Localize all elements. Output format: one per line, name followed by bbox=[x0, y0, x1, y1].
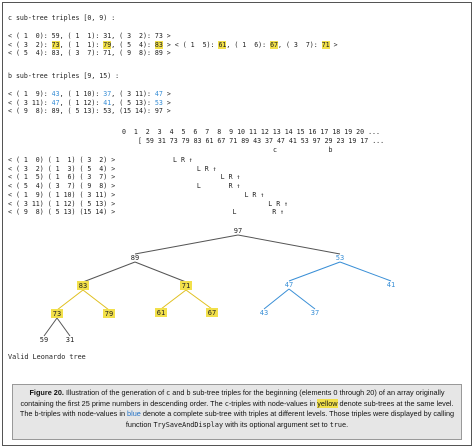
tree-node: 43 bbox=[259, 309, 269, 317]
b-text: , ( 1 10): bbox=[59, 90, 104, 98]
tree-edge bbox=[135, 235, 238, 254]
caption-text: . bbox=[346, 419, 349, 429]
b-node-value: 37 bbox=[103, 90, 112, 98]
triple-row: < ( 1 0) ( 1 1) ( 3 2) > bbox=[8, 156, 116, 164]
tree-node: 59 bbox=[39, 336, 49, 344]
b-node-value: 53 bbox=[154, 98, 163, 107]
caption-body bbox=[20, 388, 454, 429]
caption-code: b bbox=[34, 410, 39, 419]
lrt-row: L R ↑ bbox=[173, 208, 285, 217]
b-text: < ( 3 11): bbox=[8, 98, 52, 107]
tree-edge bbox=[264, 289, 289, 309]
tree-edge bbox=[57, 318, 70, 336]
b-triples-header: b sub-tree triples [9, 15) : bbox=[8, 72, 120, 80]
lrt-row: L R ↑ bbox=[173, 199, 289, 208]
c-text: > bbox=[329, 40, 338, 49]
triple-row: < ( 1 9) ( 1 10) ( 3 11) > bbox=[8, 190, 116, 199]
caption-text: Illustration of the generation of bbox=[65, 388, 167, 397]
tree-node: 71 bbox=[181, 282, 191, 290]
lrt-row: L R ↑ bbox=[173, 173, 241, 182]
tree-edge bbox=[83, 290, 109, 310]
tree-node: 53 bbox=[335, 254, 345, 262]
tree-edge bbox=[135, 262, 186, 282]
triple-row: < ( 3 2) ( 1 3) ( 5 4) > bbox=[8, 164, 116, 173]
c-node-value: 61 bbox=[218, 40, 227, 49]
b-text: < ( 9 8): 89, ( 5 13): 53, (15 14): 97 > bbox=[8, 107, 171, 116]
c-text: , ( 1 1): bbox=[59, 40, 104, 49]
triple-row: < ( 5 4) ( 3 7) ( 9 8) > bbox=[8, 182, 116, 191]
b-text: , ( 3 11): bbox=[111, 90, 155, 98]
triple-row: < ( 9 8) ( 5 13) (15 14) > bbox=[8, 208, 116, 217]
c-text: , ( 3 7): bbox=[278, 40, 322, 49]
tree-edge bbox=[83, 262, 135, 282]
tree-edge bbox=[161, 290, 186, 309]
tree-node: 31 bbox=[65, 336, 75, 344]
tree-node: 41 bbox=[386, 281, 396, 289]
array-value-row: [ 59 31 73 79 83 61 67 71 89 43 37 47 41 53 97 29 23 19 17 ... bbox=[138, 137, 385, 145]
tree-node: 67 bbox=[207, 309, 217, 317]
c-text: , ( 1 6): bbox=[226, 40, 271, 49]
array-index-row: 0 1 2 3 4 5 6 7 8 9 10 11 12 13 14 15 16 17 18 19 20 ... bbox=[114, 128, 380, 136]
c-node-value: 73 bbox=[51, 40, 60, 49]
lrt-row: L R ↑ bbox=[173, 182, 241, 191]
caption-text: -triples with node-values in bbox=[38, 409, 128, 419]
caption-code: b bbox=[186, 389, 191, 397]
c-text: < ( 3 2): bbox=[8, 40, 52, 49]
tree-caption: Valid Leonardo tree bbox=[8, 353, 86, 361]
c-text: , ( 5 4): bbox=[111, 40, 155, 49]
caption-text: sub-tree triples for the beginning (elements 0 through 20) of an array originally containing the first 25 prime numbers in descending order. The bbox=[20, 388, 445, 408]
tree-node: 97 bbox=[233, 227, 243, 235]
c-node-value: 83 bbox=[154, 40, 163, 49]
tree-edge bbox=[44, 318, 57, 336]
c-node-value: 67 bbox=[270, 40, 279, 49]
caption-code: true bbox=[329, 420, 347, 429]
tree-node: 83 bbox=[78, 282, 88, 290]
figure-caption bbox=[12, 384, 462, 440]
caption-code: TrySaveAndDisplay bbox=[153, 420, 224, 429]
b-text: < ( 1 9): bbox=[8, 90, 52, 98]
b-node-value: 41 bbox=[103, 98, 112, 107]
caption-text: yellow bbox=[317, 398, 338, 408]
c-text: < ( 1 0): 59, ( 1 1): 31, ( 3 2): 73 > bbox=[8, 32, 171, 40]
tree-edge bbox=[340, 262, 391, 281]
caption-text: and bbox=[170, 388, 187, 397]
c-text: > < ( 1 5): bbox=[162, 40, 219, 49]
tree-node: 79 bbox=[104, 310, 114, 318]
b-text: , ( 5 13): bbox=[111, 98, 155, 107]
caption-text: denote a complete sub-tree with triples at different levels. Those triples were displayed by calling function bbox=[125, 409, 455, 429]
caption-text: denote sub-trees at the same level. The bbox=[19, 398, 454, 419]
caption-text: blue bbox=[127, 409, 141, 419]
tree-edge bbox=[289, 262, 340, 281]
triple-row: < ( 3 11) ( 1 12) ( 5 13) > bbox=[8, 199, 116, 208]
tree-node: 47 bbox=[284, 281, 294, 289]
c-triples-header: c sub-tree triples [0, 9) : bbox=[8, 14, 116, 22]
caption-code: c bbox=[224, 399, 229, 408]
b-text: > bbox=[162, 90, 171, 98]
lrt-row: L R ↑ bbox=[173, 156, 193, 164]
tree-edge bbox=[289, 289, 315, 309]
array-markers: c b bbox=[138, 146, 333, 154]
tree-edge bbox=[238, 235, 340, 254]
caption-text: -triples with node-values in bbox=[228, 398, 318, 408]
tree-edge bbox=[57, 290, 83, 310]
c-node-value: 79 bbox=[103, 40, 112, 49]
caption-code: c bbox=[166, 389, 171, 397]
triple-row: < ( 1 5) ( 1 6) ( 3 7) > bbox=[8, 173, 116, 182]
caption-text: with its optional argument set to bbox=[223, 419, 330, 429]
tree-edge bbox=[186, 290, 212, 309]
b-node-value: 47 bbox=[154, 90, 163, 98]
figure-label: Figure 20. bbox=[29, 388, 64, 397]
b-text: > bbox=[162, 98, 171, 107]
lrt-row: L R ↑ bbox=[173, 190, 265, 199]
b-node-value: 43 bbox=[51, 90, 60, 98]
b-node-value: 47 bbox=[51, 98, 60, 107]
c-node-value: 71 bbox=[321, 40, 330, 49]
tree-node: 73 bbox=[52, 310, 62, 318]
b-text: , ( 1 12): bbox=[59, 98, 104, 107]
tree-node: 61 bbox=[156, 309, 166, 317]
tree-node: 89 bbox=[130, 254, 140, 262]
c-text: < ( 5 4): 83, ( 3 7): 71, ( 9 8): 89 > bbox=[8, 49, 171, 58]
lrt-row: L R ↑ bbox=[173, 164, 217, 173]
tree-node: 37 bbox=[310, 309, 320, 317]
